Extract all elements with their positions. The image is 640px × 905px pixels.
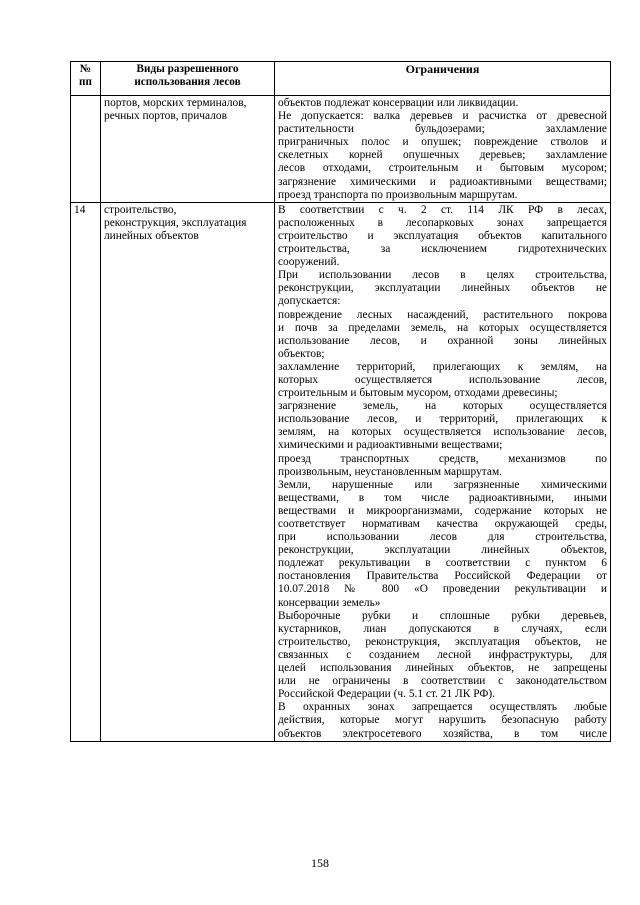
restriction-text-line: которых осуществляется использование лесов, xyxy=(278,373,607,386)
restriction-text-line: загрязнение химическими и радиоактивными веществами; xyxy=(278,175,607,188)
restriction-text-line: загрязнение земель, на которых осуществляется xyxy=(278,400,607,413)
restriction-text-line: сооружений. xyxy=(278,256,340,269)
restriction-text-line: подлежат рекультивации в соответствии с пунктом 6 xyxy=(278,557,607,570)
header-number-line-1: № xyxy=(79,63,92,75)
restriction-text-line: реконструкции, эксплуатации линейных объектов не xyxy=(278,282,607,295)
restriction-text-line: проезд транспорта по произвольным маршрутам. xyxy=(278,188,518,201)
restriction-text-line: растительности бульдозерами; захламление xyxy=(278,123,607,136)
restriction-text-line: строительство и эксплуатация объектов капитального xyxy=(278,229,607,242)
header-row xyxy=(71,62,611,96)
restriction-text-line: лесов отходами, строительным и бытовым мусором; xyxy=(278,162,607,175)
table-body xyxy=(71,96,611,742)
restriction-text-line: Выборочные рубки и сплошные рубки деревьев, xyxy=(278,609,607,622)
table-header xyxy=(71,62,611,96)
use-type-cell xyxy=(101,202,275,741)
restriction-text-line: В соответствии с ч. 2 ст. 114 ЛК РФ в лесах, xyxy=(278,203,607,216)
restriction-text-line: химическими и радиоактивными веществами; xyxy=(278,439,503,452)
restriction-text-line: веществами, в том числе радиоактивными, иными xyxy=(278,491,607,504)
restriction-text-line: строительным и бытовым мусором, отходами древесины; xyxy=(278,387,558,400)
use-type-line: линейных объектов xyxy=(104,229,199,242)
restriction-text-line: объектов электросетевого хозяйства, в том числе xyxy=(278,727,607,740)
restriction-text-line: Не допускается: валка деревьев и расчистка от древесной xyxy=(278,110,607,123)
header-number-cell xyxy=(71,62,101,96)
header-use-types-line-1: Виды разрешенного xyxy=(136,63,239,75)
restriction-text-line: реконструкции, эксплуатации линейных объектов, xyxy=(278,544,607,557)
restriction-text-line: В охранных зонах запрещается осуществлять любые xyxy=(278,701,607,714)
restriction-text-line: произвольным, неустановленным маршрутам. xyxy=(278,465,503,478)
row-number-cell xyxy=(71,96,101,203)
restriction-text-line: постановления Правительства Российской Федерации от xyxy=(278,570,607,583)
restriction-text-line: целей использования линейных объектов, не запрещены xyxy=(278,662,607,675)
restriction-text-line: или не ограничены в соответствии с законодательством xyxy=(278,675,607,688)
use-type-line: речных портов, причалов xyxy=(104,110,227,123)
forest-use-restrictions-table xyxy=(70,61,611,742)
restriction-text-line: кустарников, лиан допускаются в случаях, если xyxy=(278,622,607,635)
restriction-text-line: строительства, за исключением гидротехнических xyxy=(278,243,607,256)
page-number: 158 xyxy=(311,856,329,870)
restriction-text-line: 10.07.2018 № 800 «О проведении рекультивации и xyxy=(278,583,607,596)
restriction-text-line: скелетных корней опушечных деревьев; захламление xyxy=(278,149,607,162)
restriction-text-line: При использовании лесов в целях строительства, xyxy=(278,269,607,282)
table-row xyxy=(71,96,611,203)
restriction-text-line: землям, на которых осуществляется использование лесов, xyxy=(278,426,607,439)
restriction-text-line: объектов подлежат консервации или ликвидации. xyxy=(278,97,519,109)
use-type-line: реконструкция, эксплуатация xyxy=(104,216,247,229)
header-number-line-2: пп xyxy=(79,76,92,88)
restriction-text-line: веществами и микроорганизмами, содержание которых не xyxy=(278,504,607,517)
restriction-text-line: Земли, нарушенные или загрязненные химическими xyxy=(278,478,607,491)
header-restrictions-cell: Ограничения xyxy=(275,62,611,96)
use-type-line: строительство, xyxy=(104,203,177,216)
restriction-text-line: повреждение лесных насаждений, растительного покрова xyxy=(278,308,607,321)
use-type-cell xyxy=(101,96,275,203)
restriction-text-line: и почв за пределами земель, на которых осуществляется xyxy=(278,321,607,334)
row-number-cell: 14 xyxy=(71,202,101,741)
restriction-text-line: при использовании лесов для строительства, xyxy=(278,531,607,544)
restrictions-cell xyxy=(275,202,611,741)
restriction-text-line: допускается: xyxy=(278,295,341,308)
restriction-text-line: строительство, реконструкция, эксплуатация объектов, не xyxy=(278,635,607,648)
use-type-line: портов, морских терминалов, xyxy=(104,97,247,109)
restriction-text-line: Российской Федерации (ч. 5.1 ст. 21 ЛК РФ). xyxy=(278,688,495,701)
restriction-text-line: объектов; xyxy=(278,347,325,360)
header-use-types-line-2: использования лесов xyxy=(134,76,241,88)
restriction-text-line: захламление территорий, прилегающих к землям, на xyxy=(278,360,607,373)
restriction-text-line: действия, которые могут нарушить безопасную работу xyxy=(278,714,607,727)
restriction-text-line: проезд транспортных средств, механизмов по xyxy=(278,452,607,465)
restrictions-cell xyxy=(275,96,611,203)
restriction-text-line: консервации земель» xyxy=(278,596,381,609)
restriction-text-line: соответствует нормативам качества окружающей среды, xyxy=(278,518,607,530)
restriction-text-line: использование лесов, и территорий, прилегающих к xyxy=(278,413,607,426)
table-row xyxy=(71,202,611,741)
restriction-text-line: связанных с созданием лесной инфраструктуры, для xyxy=(278,648,607,661)
header-use-types-cell xyxy=(101,62,275,96)
restriction-text-line: приграничных полос и опушек; повреждение стволов и xyxy=(278,136,607,149)
restriction-text-line: использование лесов, и охранной зоны линейных xyxy=(278,334,607,347)
restriction-text-line: расположенных в лесопарковых зонах запрещается xyxy=(278,216,607,229)
